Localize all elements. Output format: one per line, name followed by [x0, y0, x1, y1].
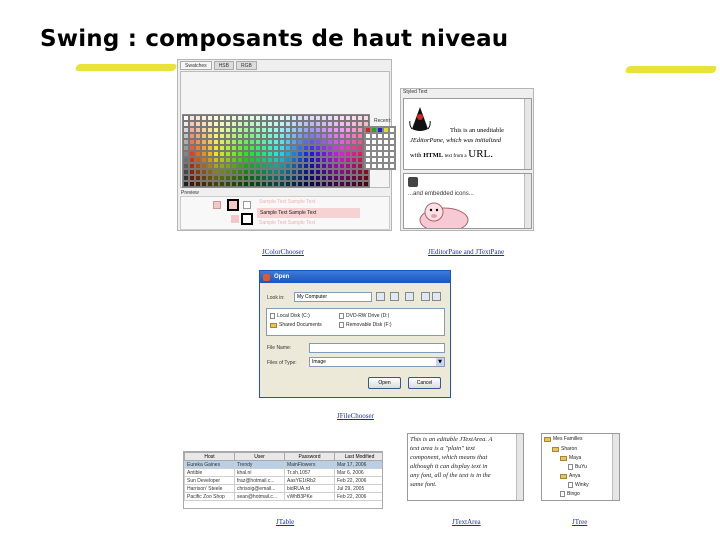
color-swatch[interactable]: [363, 181, 369, 187]
dialog-java-icon: [263, 274, 270, 281]
table-row[interactable]: [185, 469, 384, 477]
swatch-grid[interactable]: [182, 114, 370, 188]
table-cell[interactable]: bidRUA.rd: [285, 485, 335, 493]
preview-swatch-e: [241, 213, 253, 225]
table-column-header[interactable]: Host: [185, 453, 235, 461]
editor-caption[interactable]: JEditorPane and JTextPane: [428, 248, 505, 256]
table-header-row: [185, 453, 384, 461]
preview-swatch-a: [213, 201, 221, 209]
up-folder-icon[interactable]: [376, 292, 385, 301]
file-item-label: Shared Documents: [279, 322, 322, 328]
html-text-mid: text from a: [444, 154, 467, 159]
tab-hsb[interactable]: HSB: [214, 61, 234, 70]
html-text-prefix: with: [410, 152, 422, 159]
table-column-header[interactable]: Last Modified: [335, 453, 384, 461]
editor-scrollbar-top[interactable]: [524, 99, 531, 169]
text-pane: [403, 173, 532, 229]
table-cell[interactable]: Mar 17, 2006: [335, 461, 384, 469]
tree-node-label: Sharon: [561, 446, 578, 452]
table-caption[interactable]: JTable: [276, 518, 295, 526]
table-cell[interactable]: Jul 29, 2005: [335, 485, 384, 493]
editor-scrollbar-bottom[interactable]: [524, 174, 531, 229]
table-cell[interactable]: Eureka Gaines: [185, 461, 235, 469]
preview-label: Preview: [181, 190, 199, 196]
embedded-icons-text: ...and embedded icons...: [408, 191, 474, 197]
table-column-header[interactable]: Password: [285, 453, 335, 461]
table-row[interactable]: [185, 461, 384, 469]
new-folder-icon[interactable]: [405, 292, 414, 301]
color-chooser-panel: [177, 59, 392, 231]
leaf-icon: [568, 482, 573, 488]
file-item-removable[interactable]: [339, 320, 392, 330]
file-list: [266, 308, 445, 336]
table-body: [185, 461, 384, 501]
html-text-line1: This is an uneditable: [450, 127, 504, 134]
text-area-line: This is an editable JTextArea. A: [410, 436, 493, 443]
pig-image-icon: [414, 198, 470, 229]
table-cell[interactable]: fraz@hotmail.c...: [235, 477, 285, 485]
table-row[interactable]: [185, 485, 384, 493]
tree-node-label: Maya: [569, 455, 582, 461]
preview-swatch-d: [231, 215, 239, 223]
files-of-type-label: Files of Type:: [267, 360, 297, 366]
table-cell[interactable]: sean@hotmail.c...: [235, 493, 285, 501]
html-text-url: URL.: [468, 148, 493, 160]
color-chooser-tabs: [180, 61, 257, 70]
folder-icon: [544, 437, 551, 442]
tree-node-label: Anya: [569, 473, 581, 479]
list-view-icon[interactable]: [421, 292, 430, 301]
tree-panel: [541, 433, 620, 501]
speaker-icon: [408, 177, 418, 187]
tab-rgb[interactable]: RGB: [236, 61, 257, 70]
table-cell[interactable]: khal.ni: [235, 469, 285, 477]
table-cell[interactable]: vWhB3PKe: [285, 493, 335, 501]
look-in-value: My Computer: [297, 294, 328, 300]
html-text-bold: HTML: [423, 152, 444, 159]
text-area-line: although it can display text in: [410, 463, 488, 470]
dialog-title: Open: [274, 274, 290, 280]
folder-icon: [560, 474, 567, 479]
recent-label: Recent:: [374, 118, 392, 124]
styled-text-label: Styled Text: [403, 89, 428, 95]
details-view-icon[interactable]: [432, 292, 441, 301]
cancel-button[interactable]: Cancel: [408, 377, 441, 389]
highlight-stroke-right: [625, 66, 718, 73]
file-item-label: Removable Disk (F:): [346, 322, 392, 328]
table-cell[interactable]: Mar 6, 2006: [335, 469, 384, 477]
look-in-combo[interactable]: [294, 292, 372, 302]
drive-icon: [270, 313, 275, 319]
leaf-icon: [568, 464, 573, 470]
text-area[interactable]: [407, 433, 524, 501]
preview-swatch-b: [227, 199, 239, 211]
text-area-scrollbar[interactable]: [516, 434, 523, 501]
leaf-icon: [560, 491, 565, 497]
slide-title: Swing : composants de haut niveau: [40, 26, 509, 52]
tab-swatches[interactable]: Swatches: [180, 61, 212, 70]
editor-panel: [400, 88, 534, 231]
tree-node-label: BuYu: [575, 464, 587, 470]
table-cell[interactable]: Sun Developer: [185, 477, 235, 485]
removable-disk-icon: [339, 322, 344, 328]
folder-icon: [552, 447, 559, 452]
table-cell[interactable]: Tr.sh.1057: [285, 469, 335, 477]
look-in-label: Look in:: [267, 295, 285, 301]
text-area-content: [410, 435, 516, 489]
table-cell[interactable]: Pacific Zoo Shop: [185, 493, 235, 501]
table-cell[interactable]: Trendy: [235, 461, 285, 469]
files-of-type-dropdown-icon[interactable]: ▼: [436, 358, 444, 366]
preview-sample-1: Sample Text Sample Text: [259, 199, 316, 205]
files-of-type-combo[interactable]: [309, 357, 445, 367]
preview-sample-3: Sample Text Sample Text: [259, 220, 316, 226]
files-of-type-value: Image: [312, 359, 326, 365]
table-cell[interactable]: AasYE1tRb2: [285, 477, 335, 485]
text-area-caption[interactable]: JTextArea: [452, 518, 481, 526]
file-item-label: Local Disk (C:): [277, 313, 310, 319]
file-chooser-caption[interactable]: JFileChooser: [337, 412, 374, 420]
folder-icon: [560, 456, 567, 461]
file-item-shared[interactable]: [270, 320, 322, 330]
file-item-label: DVD-RW Drive (D:): [346, 313, 390, 319]
table-cell[interactable]: Antible: [185, 469, 235, 477]
file-chooser-dialog: [259, 270, 451, 398]
preview-sample-2: Sample Text Sample Text: [257, 208, 360, 218]
table-cell[interactable]: Harrison' Steele: [185, 485, 235, 493]
dvd-icon: [339, 313, 344, 319]
recent-swatch-grid[interactable]: [364, 126, 396, 170]
tree-node-label: Bingo: [567, 491, 580, 497]
text-area-line: component, which means that: [410, 454, 488, 461]
tree-node-root[interactable]: [544, 434, 582, 444]
swatches-area: [180, 71, 390, 188]
highlight-stroke-left: [75, 64, 178, 71]
tree-caption[interactable]: JTree: [572, 518, 588, 526]
table-cell[interactable]: chrisoig@email...: [235, 485, 285, 493]
text-area-line: any font, all of the text is in the: [410, 472, 491, 479]
table-panel: [183, 451, 383, 509]
tree-node-label: Winky: [575, 482, 589, 488]
table-row[interactable]: [185, 493, 384, 501]
preview-area: [180, 196, 390, 230]
data-table: [184, 452, 383, 501]
table-row[interactable]: [185, 477, 384, 485]
color-chooser-caption[interactable]: JColorChooser: [262, 248, 304, 256]
table-cell[interactable]: Feb 22, 2006: [335, 493, 384, 501]
table-cell[interactable]: Feb 22, 2006: [335, 477, 384, 485]
file-name-input[interactable]: [309, 343, 445, 353]
table-cell[interactable]: MainFlowers: [285, 461, 335, 469]
home-icon[interactable]: [390, 292, 399, 301]
file-name-label: File Name:: [267, 345, 292, 351]
tree-scrollbar[interactable]: [612, 434, 619, 501]
java-duke-icon: [409, 105, 431, 133]
recent-swatch[interactable]: [389, 163, 395, 169]
dialog-titlebar: [260, 271, 450, 283]
open-button[interactable]: Open: [368, 377, 401, 389]
html-text-line3: [410, 148, 493, 160]
tree-node-label: Mes Familles: [553, 436, 583, 442]
folder-icon: [270, 323, 277, 328]
editor-pane-html: [403, 98, 532, 170]
text-area-line: text area is a "plain" text: [410, 445, 475, 452]
tree-node-bingo[interactable]: [560, 489, 580, 499]
preview-swatch-c: [243, 201, 251, 209]
text-area-line: same font.: [410, 481, 437, 488]
table-column-header[interactable]: User: [235, 453, 285, 461]
html-text-line2: JEditorPane, which was initialized: [410, 137, 501, 144]
